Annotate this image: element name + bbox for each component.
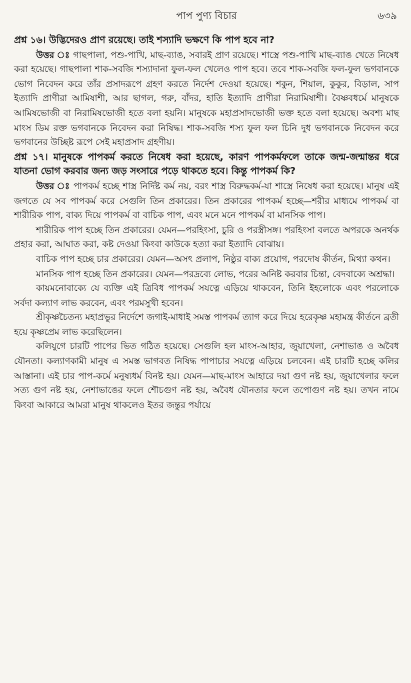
question-16 bbox=[14, 34, 399, 49]
page-body bbox=[14, 34, 399, 413]
page-number: ৬৩৯ bbox=[377, 11, 397, 22]
paragraph-mental-sins: মানসিক পাপ হচ্ছে তিন প্রকারের। যেমন—পরদ্রব্যে লোভ, পরের অনিষ্ট করবার চিন্তা, বেদবাক্যে অশ্রদ্ধা। bbox=[36, 269, 395, 280]
answer-16 bbox=[14, 49, 399, 151]
question-label: প্রশ্ন ১৭। bbox=[14, 151, 48, 163]
paragraph-jagai-madhai: শ্রীকৃষ্ণচৈতন্য মহাপ্রভুর নির্দেশে জগাই-মাধাই সমস্ত পাপকর্ম ত্যাগ করে দিয়ে হরেকৃষ্ণ মহামন্ত্র কীর্তনে ব্রতী হয়ে কৃষ্ণপ্রেম লাভ করেছিলেন। bbox=[14, 313, 399, 338]
question-label: প্রশ্ন ১৬। bbox=[14, 35, 46, 46]
question-17 bbox=[14, 151, 399, 180]
question-text: উদ্ভিদেরও প্রাণ রয়েছে। তাই শস্যাদি ভক্ষণে কি পাপ হবে না? bbox=[48, 35, 275, 46]
answer-text: গাছপালা, পশু-পাখি, মাছ-ব্যাঙ, সবারই প্রাণ রয়েছে। শাস্ত্রে পশু-পাখি মাছ-ব্যাঙ খেতে নিষেধ করা হয়েছে। গাছপালা শাক-সবজি শস্যাদানা ফুল-ফল খেলেও পাপ হবে। তবে শাক-সবজি ফল-ফুল ভগবানকে ভোগ নিবেদন করে তাঁর প্রসাদরূপে গ্রহণ করতে নির্দেশ দেওয়া হয়েছে। শকুন, শিয়াল, কুকুর, বিড়াল, সাপ ইত্যাদি প্রাণীরা আমিষাশী, আর ছাগল, গরু, বাঁদর, হাতি ইত্যাদি প্রাণীরা নিরামিষাশী। বৈষ্ণবধর্মে মানুষকে আমিষভোজী বা নিরামিষভোজী হতে বলা হয়নি। মানুষকে মহাপ্রসাদভোজী ভক্ত হতে বলা হয়েছে। অবশ্য মাছ মাংস ডিম রক্ত ভগবানকে নিবেদন করা নিষিদ্ধ। শাক-সবজি শস্য ফুল ফল চিনি দুধ ভগবানকে নিবেদন করে ভগবানের উচ্ছিষ্ট রূপে সেই মহাপ্রসাদ গ্রহণীয়। bbox=[14, 50, 399, 149]
answer-label: উত্তর ঃ bbox=[36, 181, 71, 192]
paragraph-bodily-sins: শারীরিক পাপ হচ্ছে তিন প্রকারের। যেমন—পরহিংসা, চুরি ও পরস্ত্রীসঙ্গ। পরহিংসা বলতে অপরকে অনর্থক প্রহার করা, আঘাত করা, কষ্ট দেওয়া কিংবা কাউকে হত্যা করা ইত্যাদি বোঝায়। bbox=[14, 225, 399, 251]
running-title: পাপ পুণ্য বিচার bbox=[176, 11, 237, 22]
paragraph-avoid-sins: কায়মনোবাক্যে যে ব্যক্তি এই ত্রিবিধ পাপকর্ম সযত্নে এড়িয়ে থাকবেন, তিনি ইহলোকে এবং পরলোকে সর্বদা কল্যাণ লাভ করবেন, এবং পরমসুখী হবেন। bbox=[14, 284, 399, 309]
paragraph-kali-yuga: কলিযুগে চারটি পাপের ভিত গঠিত হয়েছে। সেগুলি হল মাংস-আহার, জুয়াখেলা, নেশাভাঙ ও অবৈধ যৌনতা। কল্যাণকামী মানুষ এ সমস্ত ভাগবত নিষিদ্ধ পাপাচার সযত্নে এড়িয়ে চলবেন। এই চারটি হচ্ছে কলির আস্তানা। এই চার পাপ-কর্মে মনুষ্যধর্ম বিনষ্ট হয়। যেমন—মাছ-মাংস আহারে দয়া গুণ নষ্ট হয়, জুয়াখেলার ফলে সত্য গুণ নষ্ট হয়, নেশাভাঙের ফলে শৌচগুণ নষ্ট হয়, অবৈধ যৌনতার ফলে তপোগুণ নষ্ট হয়। তখন নামে কিংবা আকারে আমরা মানুষ থাকলেও ইতর জন্তুর পর্যায়ে bbox=[14, 342, 399, 411]
answer-label: উত্তর ঃ bbox=[36, 50, 70, 61]
page-header bbox=[14, 8, 399, 26]
paragraph-verbal-sins: বাচিক পাপ হচ্ছে চার প্রকারের। যেমন—অসৎ প্রলাপ, নিষ্ঠুর বাক্য প্রয়োগ, পরদোষ কীর্তন, মিথ্যা কথন। bbox=[36, 254, 391, 265]
answer-text: পাপকর্ম হচ্ছে শাস্ত্র নির্দিষ্ট কর্ম নয়, বরং শাস্ত্র বিরুদ্ধকর্ম-যা শাস্ত্রে নিষেধ করা হয়েছে। মানুষ এই জগতে যে সব পাপকর্ম করে সেগুলি তিন প্রকারের। তিন প্রকারের পাপকর্ম হচ্ছে—শরীর মাধ্যমে পাপকর্ম বা শারীরিক পাপ, বাক্য দিয়ে পাপকর্ম বা বাচিক পাপ, এবং মনে মনে পাপকর্ম বা মানসিক পাপ। bbox=[14, 181, 399, 222]
answer-17 bbox=[14, 180, 399, 224]
question-text: মানুষকে পাপকর্ম করতে নিষেধ করা হয়েছে, কারণ পাপকর্মফলে তাকে জন্ম-জন্মান্তর ধরে যাতনা ভোগ করবার জন্য জড় সংসারে পড়ে থাকতে হবে। কিন্তু পাপকর্ম কি? bbox=[14, 151, 399, 178]
